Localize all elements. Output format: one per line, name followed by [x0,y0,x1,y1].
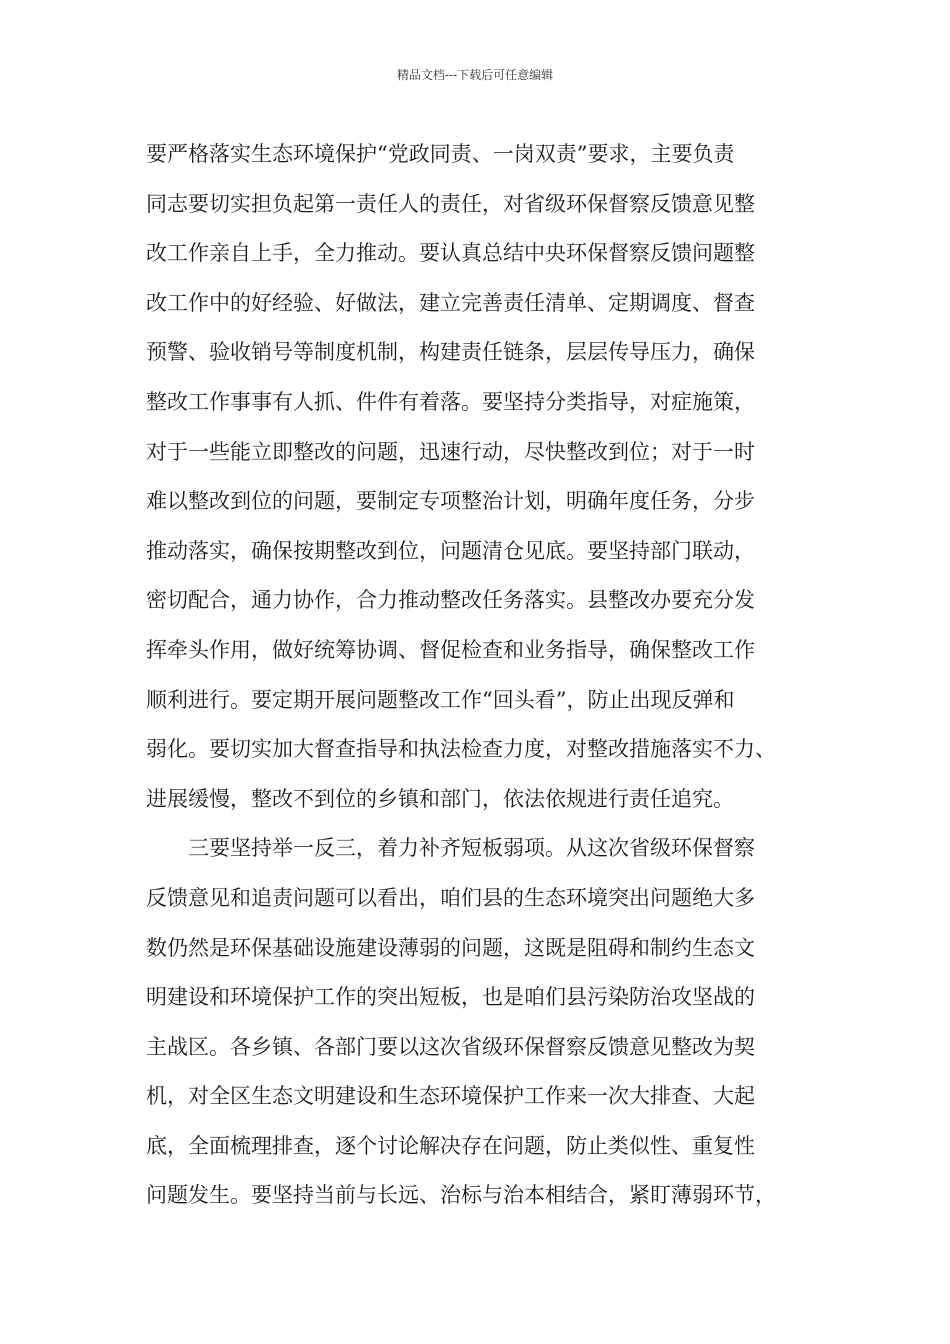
text-line: 对于一些能立即整改的问题，迅速行动，尽快整改到位；对于一时 [146,439,755,464]
text-line: 改工作亲自上手，全力推动。要认真总结中央环保督察反馈问题整 [146,241,755,266]
text-line: 机，对全区生态文明建设和生态环境保护工作来一次大排查、大起 [146,1084,755,1109]
text-line: 进展缓慢，整改不到位的乡镇和部门，依法依规进行责任追究。 [146,786,734,811]
text-line: 要严格落实生态环境保护“党政同责、一岗双责”要求，主要负责 [146,142,735,166]
text-line: 主战区。各乡镇、各部门要以这次省级环保督察反馈意见整改为契 [146,1034,755,1059]
text-line: 弱化。要切实加大督查指导和执法检查力度，对整改措施落实不力、 [146,737,776,762]
text-line: 推动落实，确保按期整改到位，问题清仓见底。要坚持部门联动， [146,538,755,563]
text-line: 明建设和环境保护工作的突出短板，也是咱们县污染防治攻坚战的 [146,985,755,1010]
text-line: 顺利进行。要定期开展问题整改工作“回头看”，防止出现反弹和 [146,687,735,712]
text-line: 预警、验收销号等制度机制，构建责任链条，层层传导压力，确保 [146,340,755,365]
text-line: 密切配合，通力协作，合力推动整改任务落实。县整改办要充分发 [146,588,755,613]
text-line: 反馈意见和追责问题可以看出，咱们县的生态环境突出问题绝大多 [146,885,755,910]
text-line: 改工作中的好经验、好做法，建立完善责任清单、定期调度、督查 [146,290,755,315]
text-line: 底，全面梳理排查，逐个讨论解决存在问题，防止类似性、重复性 [146,1133,755,1158]
text-line: 整改工作事事有人抓、件件有着落。要坚持分类指导，对症施策， [146,389,755,414]
text-line: 三要坚持举一反三，着力补齐短板弱项。从这次省级环保督察 [146,836,755,861]
text-line: 问题发生。要坚持当前与长远、治标与治本相结合，紧盯薄弱环节， [146,1183,776,1208]
text-line: 挥牵头作用，做好统筹协调、督促检查和业务指导，确保整改工作 [146,637,755,662]
body-text [146,130,826,1221]
page-header: 精品文档---下载后可任意编辑 [396,68,554,82]
text-line: 同志要切实担负起第一责任人的责任，对省级环保督察反馈意见整 [146,191,755,216]
text-line: 难以整改到位的问题，要制定专项整治计划，明确年度任务，分步 [146,489,755,514]
text-line: 数仍然是环保基础设施建设薄弱的问题，这既是阻碍和制约生态文 [146,935,755,960]
